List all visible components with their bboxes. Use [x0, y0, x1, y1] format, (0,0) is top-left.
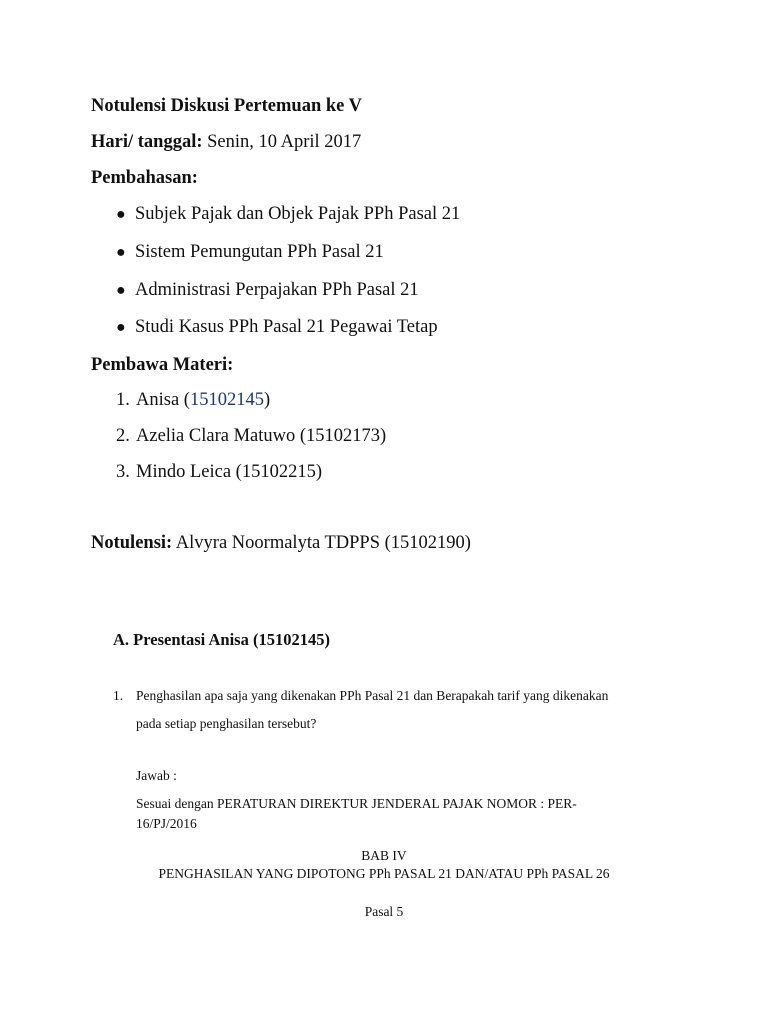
- presenters-label: Pembawa Materi:: [91, 355, 234, 375]
- topics-label: Pembahasan:: [91, 168, 198, 188]
- presenter-id-link[interactable]: 15102145: [189, 390, 264, 410]
- notulen-label: Notulensi:: [91, 533, 173, 553]
- document-title: Notulensi Diskusi Pertemuan ke V: [91, 96, 363, 116]
- presenter-item: 3. Mindo Leica (15102215): [116, 462, 322, 482]
- answer-text: 16/PJ/2016: [136, 816, 197, 831]
- date-label: Hari/ tanggal:: [91, 132, 203, 152]
- answer-text: Sesuai dengan PERATURAN DIREKTUR JENDERAL PAJAK NOMOR : PER-: [136, 796, 577, 811]
- date-line: [91, 131, 361, 153]
- article-heading: Pasal 5: [364, 904, 404, 919]
- bullet-icon: ●: [116, 244, 126, 261]
- topic-item: ● Studi Kasus PPh Pasal 21 Pegawai Tetap: [116, 317, 438, 337]
- answer-label: Jawab :: [136, 768, 177, 783]
- bullet-icon: ●: [116, 206, 126, 223]
- presenter-item: 1. Anisa (15102145): [116, 390, 271, 410]
- date-value: Senin, 10 April 2017: [202, 132, 362, 152]
- question-line: pada setiap penghasilan tersebut?: [136, 716, 317, 731]
- bullet-icon: ●: [116, 319, 126, 336]
- section-heading: A. Presentasi Anisa (15102145): [113, 630, 330, 649]
- notulen-line: [91, 532, 471, 554]
- question-line: 1. Penghasilan apa saja yang dikenakan PPh Pasal 21 dan Berapakah tarif yang dikenakan: [113, 688, 609, 703]
- chapter-title: PENGHASILAN YANG DIPOTONG PPh PASAL 21 DAN/ATAU PPh PASAL 26: [158, 866, 610, 881]
- bullet-icon: ●: [116, 282, 126, 299]
- presenter-item: 2. Azelia Clara Matuwo (15102173): [116, 426, 387, 446]
- notulen-value: Alvyra Noormalyta TDPPS (15102190): [172, 533, 471, 553]
- chapter-heading: BAB IV: [361, 848, 407, 863]
- topic-item: ● Administrasi Perpajakan PPh Pasal 21: [116, 280, 419, 300]
- topic-item: ● Subjek Pajak dan Objek Pajak PPh Pasal 21: [116, 204, 461, 224]
- topic-item: ● Sistem Pemungutan PPh Pasal 21: [116, 242, 384, 262]
